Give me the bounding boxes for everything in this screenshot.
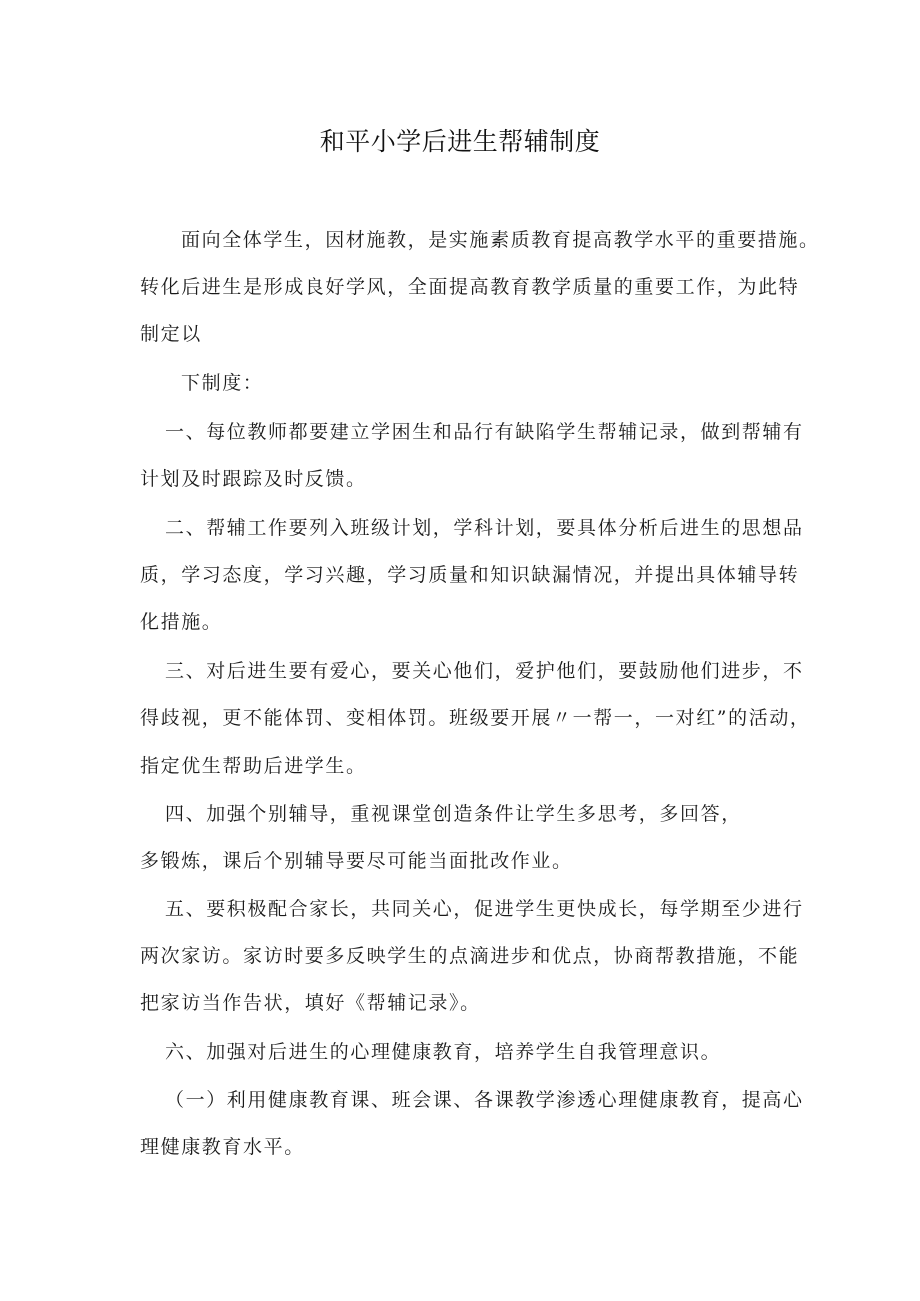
paragraph-line: 转化后进生是形成良好学风，全面提高教育教学质量的重要工作，为此特 xyxy=(140,276,800,298)
paragraph-line: 制定以 xyxy=(140,323,202,345)
paragraph-line: 计划及时跟踪及时反馈。 xyxy=(140,468,367,490)
paragraph-line: 四、加强个别辅导，重视课堂创造条件让学生多思考，多回答， xyxy=(165,803,742,825)
paragraph-line: 质，学习态度，学习兴趣，学习质量和知识缺漏情况，并提出具体辅导转 xyxy=(140,564,800,586)
paragraph-line: 二、帮辅工作要列入班级计划，学科计划，要具体分析后进生的思想品 xyxy=(165,517,804,539)
paragraph-line: 三、对后进生要有爱心，要关心他们，爱护他们，要鼓励他们进步，不 xyxy=(165,660,804,682)
paragraph-line: 指定优生帮助后进学生。 xyxy=(140,755,367,777)
paragraph-line: 得歧视，更不能体罚、变相体罚。班级要开展〃一帮一，一对红”的活动， xyxy=(140,707,811,729)
paragraph-line: （一）利用健康教育课、班会课、各课教学渗透心理健康教育，提高心 xyxy=(165,1089,804,1111)
paragraph-line: 理健康教育水平。 xyxy=(140,1136,305,1158)
paragraph-line: 化措施。 xyxy=(140,611,223,633)
paragraph-line: 把家访当作告状，填好《帮辅记录》。 xyxy=(140,992,481,1014)
paragraph-line: 面向全体学生，因材施教，是实施素质教育提高教学水平的重要措施。 xyxy=(181,229,820,251)
document-title: 和平小学后进生帮辅制度 xyxy=(319,127,601,156)
paragraph-line: 五、要积极配合家长，共同关心，促进学生更快成长，每学期至少进行 xyxy=(165,898,804,920)
paragraph-line: 六、加强对后进生的心理健康教育，培养学生自我管理意识。 xyxy=(165,1041,722,1063)
paragraph-line: 多锻炼，课后个别辅导要尽可能当面批改作业。 xyxy=(140,850,573,872)
paragraph-line: 一、每位教师都要建立学困生和品行有缺陷学生帮辅记录，做到帮辅有 xyxy=(165,421,804,443)
paragraph-line: 两次家访。家访时要多反映学生的点滴进步和优点，协商帮教措施，不能 xyxy=(140,945,800,967)
paragraph-line: 下制度： xyxy=(181,372,264,394)
